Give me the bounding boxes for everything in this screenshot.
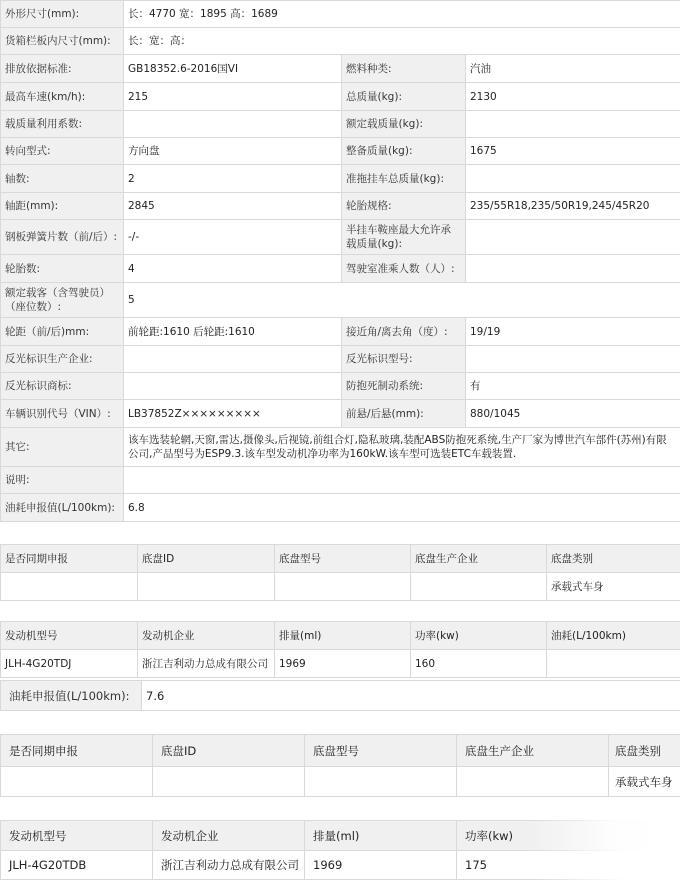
spec-row bbox=[1, 55, 680, 83]
spec-label: 转向型式: bbox=[1, 138, 124, 165]
spec-value: 235/55R18,235/50R19,245/45R20 bbox=[466, 193, 680, 220]
spec-value: 该车选装轮辋,天窗,雷达,摄像头,后视镜,前组合灯,隐私玻璃,装配ABS防抱死系统,生产厂家为博世汽车部件(苏州)有限公司,产品型号为ESP9.3.该车型发动机净功率为160kW.该车型可选装ETC车载装置. bbox=[124, 428, 680, 467]
spec-label: 轴距(mm): bbox=[1, 193, 124, 220]
col-header-engine-model: 发动机型号 bbox=[1, 622, 138, 650]
spec-value: 前轮距:1610 后轮距:1610 bbox=[124, 318, 342, 346]
col-header-engine-maker: 发动机企业 bbox=[153, 821, 305, 851]
spec-value: 2130 bbox=[466, 83, 680, 111]
spec-label: 载质量利用系数: bbox=[1, 111, 124, 138]
col-header-sync: 是否同期申报 bbox=[1, 545, 138, 573]
spec-label: 半挂车鞍座最大允许承载质量(kg): bbox=[342, 220, 466, 255]
spec-row bbox=[1, 111, 680, 138]
spec-value: 4 bbox=[124, 255, 342, 283]
spec-label: 排放依据标准: bbox=[1, 55, 124, 83]
spec-row bbox=[1, 138, 680, 165]
spec-value: 汽油 bbox=[466, 55, 680, 83]
col-header-chassis-id: 底盘ID bbox=[153, 735, 305, 767]
spec-label: 反光标识生产企业: bbox=[1, 346, 124, 373]
spec-row bbox=[1, 400, 680, 428]
engine-section-2 bbox=[0, 820, 680, 880]
col-header-chassis-model: 底盘型号 bbox=[275, 545, 411, 573]
col-header-fuel-consumption: 油耗(L/100km) bbox=[547, 622, 680, 650]
spec-label: 轮胎数: bbox=[1, 255, 124, 283]
spec-row bbox=[1, 193, 680, 220]
cell-fuel-consumption bbox=[547, 650, 680, 678]
cell-power: 175 bbox=[457, 851, 680, 880]
engine-table-1 bbox=[0, 621, 680, 678]
spec-value bbox=[124, 467, 680, 494]
cell-chassis-model bbox=[305, 767, 457, 797]
chassis-section-1 bbox=[0, 544, 680, 601]
spec-row bbox=[1, 346, 680, 373]
col-header-engine-model: 发动机型号 bbox=[1, 821, 153, 851]
spec-value bbox=[466, 346, 680, 373]
col-header-chassis-type: 底盘类别 bbox=[609, 735, 680, 767]
cell-chassis-id bbox=[138, 573, 275, 601]
spec-value: 长：宽：高： bbox=[124, 28, 680, 55]
spec-row bbox=[1, 1, 680, 28]
spec-label: 其它: bbox=[1, 428, 124, 467]
col-header-displacement: 排量(ml) bbox=[305, 821, 457, 851]
cell-engine-maker: 浙江吉利动力总成有限公司 bbox=[153, 851, 305, 880]
cell-chassis-type: 承载式车身 bbox=[609, 767, 680, 797]
spec-value: 6.8 bbox=[124, 494, 680, 522]
spec-label: 钢板弹簧片数（前/后）: bbox=[1, 220, 124, 255]
cell-chassis-type: 承载式车身 bbox=[547, 573, 680, 601]
chassis-table-1 bbox=[0, 544, 680, 601]
col-header-chassis-model: 底盘型号 bbox=[305, 735, 457, 767]
spec-value: 2 bbox=[124, 165, 342, 193]
col-header-engine-maker: 发动机企业 bbox=[138, 622, 275, 650]
fuel-declared-value: 7.6 bbox=[142, 681, 680, 711]
spec-label: 接近角/离去角（度）: bbox=[342, 318, 466, 346]
spec-label: 总质量(kg): bbox=[342, 83, 466, 111]
spec-row bbox=[1, 83, 680, 111]
spec-value: 2845 bbox=[124, 193, 342, 220]
fuel-declared-section-2 bbox=[0, 680, 680, 711]
cell-displacement: 1969 bbox=[275, 650, 411, 678]
spec-label: 最高车速(km/h): bbox=[1, 83, 124, 111]
spec-value bbox=[124, 346, 342, 373]
spec-label: 防抱死制动系统: bbox=[342, 373, 466, 400]
cell-engine-maker: 浙江吉利动力总成有限公司 bbox=[138, 650, 275, 678]
fuel-declared-table-2 bbox=[0, 680, 680, 711]
spec-value bbox=[466, 165, 680, 193]
spec-value: GB18352.6-2016国VI bbox=[124, 55, 342, 83]
spec-row bbox=[1, 255, 680, 283]
spec-label: 准拖挂车总质量(kg): bbox=[342, 165, 466, 193]
spec-label: 驾驶室准乘人数（人）: bbox=[342, 255, 466, 283]
chassis-section-2 bbox=[0, 734, 680, 797]
col-header-displacement: 排量(ml) bbox=[275, 622, 411, 650]
spec-value: LB37852Z××××××××× bbox=[124, 400, 342, 428]
spec-value: 1675 bbox=[466, 138, 680, 165]
spec-value: 方向盘 bbox=[124, 138, 342, 165]
spec-label: 反光标识商标: bbox=[1, 373, 124, 400]
spec-label: 额定载客（含驾驶员）（座位数）: bbox=[1, 283, 124, 318]
engine-table-2 bbox=[0, 820, 680, 880]
col-header-power: 功率(kw) bbox=[411, 622, 547, 650]
spec-label: 前悬/后悬(mm): bbox=[342, 400, 466, 428]
spec-label: 车辆识别代号（VIN）: bbox=[1, 400, 124, 428]
spec-value bbox=[124, 111, 342, 138]
spec-label: 燃料种类: bbox=[342, 55, 466, 83]
col-header-sync: 是否同期申报 bbox=[1, 735, 153, 767]
cell-chassis-id bbox=[153, 767, 305, 797]
spec-value: 880/1045 bbox=[466, 400, 680, 428]
spec-label: 轮距（前/后)mm: bbox=[1, 318, 124, 346]
spec-label: 整备质量(kg): bbox=[342, 138, 466, 165]
col-header-chassis-id: 底盘ID bbox=[138, 545, 275, 573]
col-header-chassis-maker: 底盘生产企业 bbox=[411, 545, 547, 573]
spec-value bbox=[466, 255, 680, 283]
spec-label: 说明: bbox=[1, 467, 124, 494]
cell-engine-model: JLH-4G20TDJ bbox=[1, 650, 138, 678]
spec-value bbox=[466, 111, 680, 138]
spec-label: 货箱栏板内尺寸(mm): bbox=[1, 28, 124, 55]
spec-row bbox=[1, 220, 680, 255]
spec-label: 反光标识型号: bbox=[342, 346, 466, 373]
spec-value: 有 bbox=[466, 373, 680, 400]
cell-chassis-maker bbox=[457, 767, 609, 797]
spec-row bbox=[1, 28, 680, 55]
col-header-chassis-maker: 底盘生产企业 bbox=[457, 735, 609, 767]
spec-row bbox=[1, 165, 680, 193]
spec-row bbox=[1, 494, 680, 522]
spec-row bbox=[1, 428, 680, 467]
cell-engine-model: JLH-4G20TDB bbox=[1, 851, 153, 880]
spec-row bbox=[1, 318, 680, 346]
spec-value bbox=[466, 220, 680, 255]
spec-label: 额定载质量(kg): bbox=[342, 111, 466, 138]
engine-section-1 bbox=[0, 621, 680, 678]
spec-label: 外形尺寸(mm): bbox=[1, 1, 124, 28]
fuel-declared-label: 油耗申报值(L/100km): bbox=[1, 681, 142, 711]
spec-row bbox=[1, 467, 680, 494]
cell-sync bbox=[1, 573, 138, 601]
cell-sync bbox=[1, 767, 153, 797]
spec-label: 轮胎规格: bbox=[342, 193, 466, 220]
spec-label: 轴数: bbox=[1, 165, 124, 193]
cell-chassis-maker bbox=[411, 573, 547, 601]
spec-row bbox=[1, 373, 680, 400]
col-header-chassis-type: 底盘类别 bbox=[547, 545, 680, 573]
cell-chassis-model bbox=[275, 573, 411, 601]
col-header-power: 功率(kw) bbox=[457, 821, 680, 851]
cell-displacement: 1969 bbox=[305, 851, 457, 880]
spec-label: 油耗申报值(L/100km): bbox=[1, 494, 124, 522]
spec-value: 215 bbox=[124, 83, 342, 111]
spec-value: 5 bbox=[124, 283, 680, 318]
spec-value: -/- bbox=[124, 220, 342, 255]
spec-value bbox=[124, 373, 342, 400]
spec-value: 19/19 bbox=[466, 318, 680, 346]
cell-power: 160 bbox=[411, 650, 547, 678]
spec-value: 长：4770 宽：1895 高：1689 bbox=[124, 1, 680, 28]
chassis-table-2 bbox=[0, 734, 680, 797]
spec-row bbox=[1, 283, 680, 318]
